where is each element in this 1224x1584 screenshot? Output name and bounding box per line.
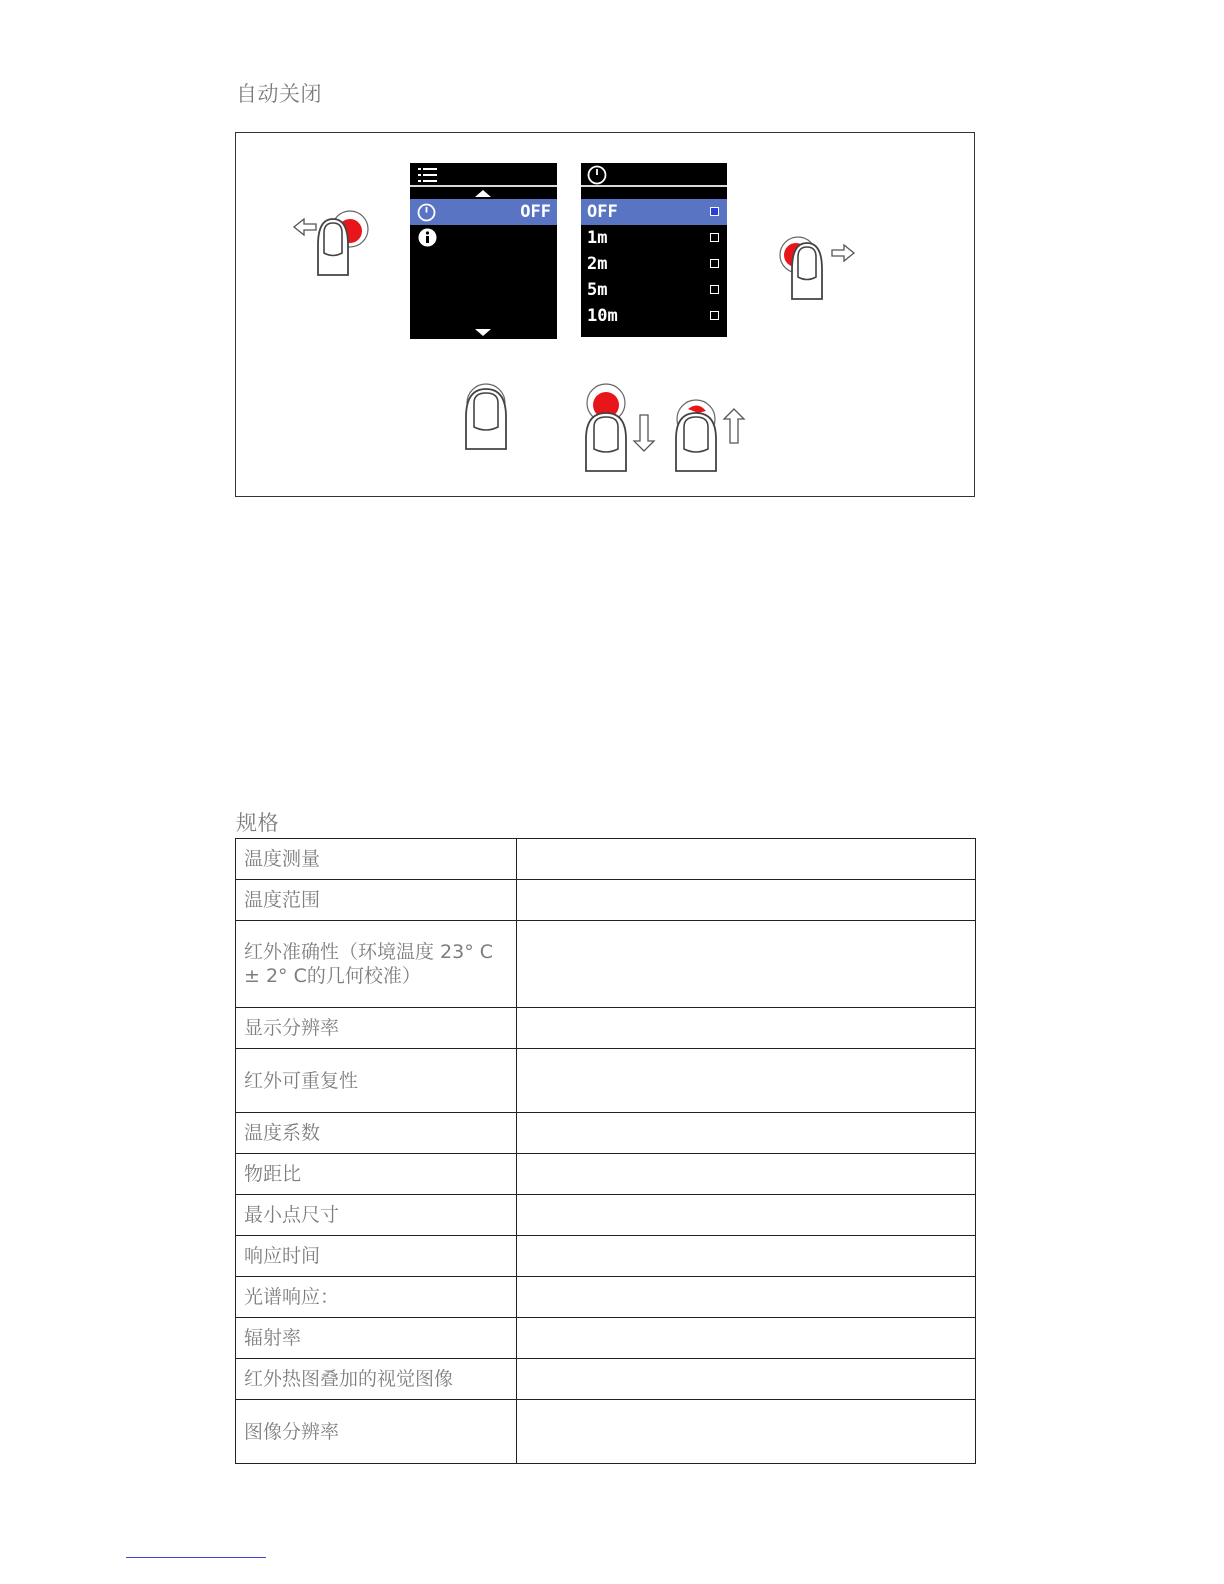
options-screen-header: [581, 163, 727, 187]
checkbox-checked[interactable]: [710, 207, 719, 216]
spec-value: [517, 1113, 976, 1154]
spec-value: [517, 1400, 976, 1464]
table-row: [236, 880, 976, 921]
arrow-up-icon[interactable]: [475, 190, 491, 197]
spec-label: 温度系数: [236, 1113, 517, 1154]
list-icon: [418, 168, 438, 182]
auto-off-figure: [235, 132, 975, 497]
info-icon: [418, 228, 437, 247]
spec-value: [517, 1277, 976, 1318]
finger-press-left-icon: [288, 205, 378, 280]
spec-value: [517, 921, 976, 1008]
table-row: [236, 1113, 976, 1154]
spec-label: 温度测量: [236, 839, 517, 880]
table-row: [236, 1400, 976, 1464]
spec-label: 最小点尺寸: [236, 1195, 517, 1236]
menu-screen-header: [410, 163, 557, 187]
timer-icon: [587, 165, 607, 185]
finger-press-down-icon: [580, 381, 660, 473]
menu-screen: [410, 163, 557, 339]
spec-value: [517, 839, 976, 880]
finger-press-up-icon: [668, 395, 748, 475]
checkbox[interactable]: [710, 233, 719, 242]
checkbox[interactable]: [710, 285, 719, 294]
table-row: [236, 839, 976, 880]
spec-value: [517, 1318, 976, 1359]
finger-tap-icon: [458, 377, 514, 453]
section-title-auto-off: 自动关闭: [236, 82, 322, 106]
spec-label: 显示分辨率: [236, 1008, 517, 1049]
spec-label: 红外可重复性: [236, 1049, 517, 1113]
table-row: [236, 1049, 976, 1113]
spec-value: [517, 1049, 976, 1113]
finger-press-right-icon: [776, 229, 866, 304]
arrow-down-icon[interactable]: [475, 329, 491, 336]
table-row: [236, 1195, 976, 1236]
table-row: [236, 1277, 976, 1318]
menu-row-info[interactable]: [410, 225, 557, 251]
table-row: [236, 1008, 976, 1049]
spec-value: [517, 1195, 976, 1236]
table-row: [236, 1154, 976, 1195]
spec-value: [517, 880, 976, 921]
spec-label: 图像分辨率: [236, 1400, 517, 1464]
spec-value: [517, 1359, 976, 1400]
specs-table: [235, 838, 976, 1464]
menu-row-auto-off-value: OFF: [520, 202, 551, 222]
spec-label: 红外准确性（环境温度 23° C ± 2° C的几何校准）: [236, 921, 517, 1008]
table-row: [236, 921, 976, 1008]
menu-row-auto-off[interactable]: [410, 199, 557, 225]
spec-label: 响应时间: [236, 1236, 517, 1277]
table-row: [236, 1359, 976, 1400]
checkbox[interactable]: [710, 311, 719, 320]
auto-off-options-screen: [581, 163, 727, 337]
section-title-specs: 规格: [236, 811, 279, 835]
spec-value: [517, 1154, 976, 1195]
spec-label: 温度范围: [236, 880, 517, 921]
option-5m[interactable]: 5m: [581, 277, 727, 303]
spec-label: 光谱响应：: [236, 1277, 517, 1318]
spec-value: [517, 1236, 976, 1277]
spec-label: 物距比: [236, 1154, 517, 1195]
table-row: [236, 1318, 976, 1359]
option-10m[interactable]: 10m: [581, 303, 727, 329]
timer-icon: [417, 203, 436, 222]
spec-value: [517, 1008, 976, 1049]
footer-link-underline[interactable]: [126, 1557, 266, 1558]
checkbox[interactable]: [710, 259, 719, 268]
spec-label: 辐射率: [236, 1318, 517, 1359]
option-1m[interactable]: 1m: [581, 225, 727, 251]
option-off[interactable]: OFF: [581, 199, 727, 225]
table-row: [236, 1236, 976, 1277]
spec-label: 红外热图叠加的视觉图像: [236, 1359, 517, 1400]
option-2m[interactable]: 2m: [581, 251, 727, 277]
